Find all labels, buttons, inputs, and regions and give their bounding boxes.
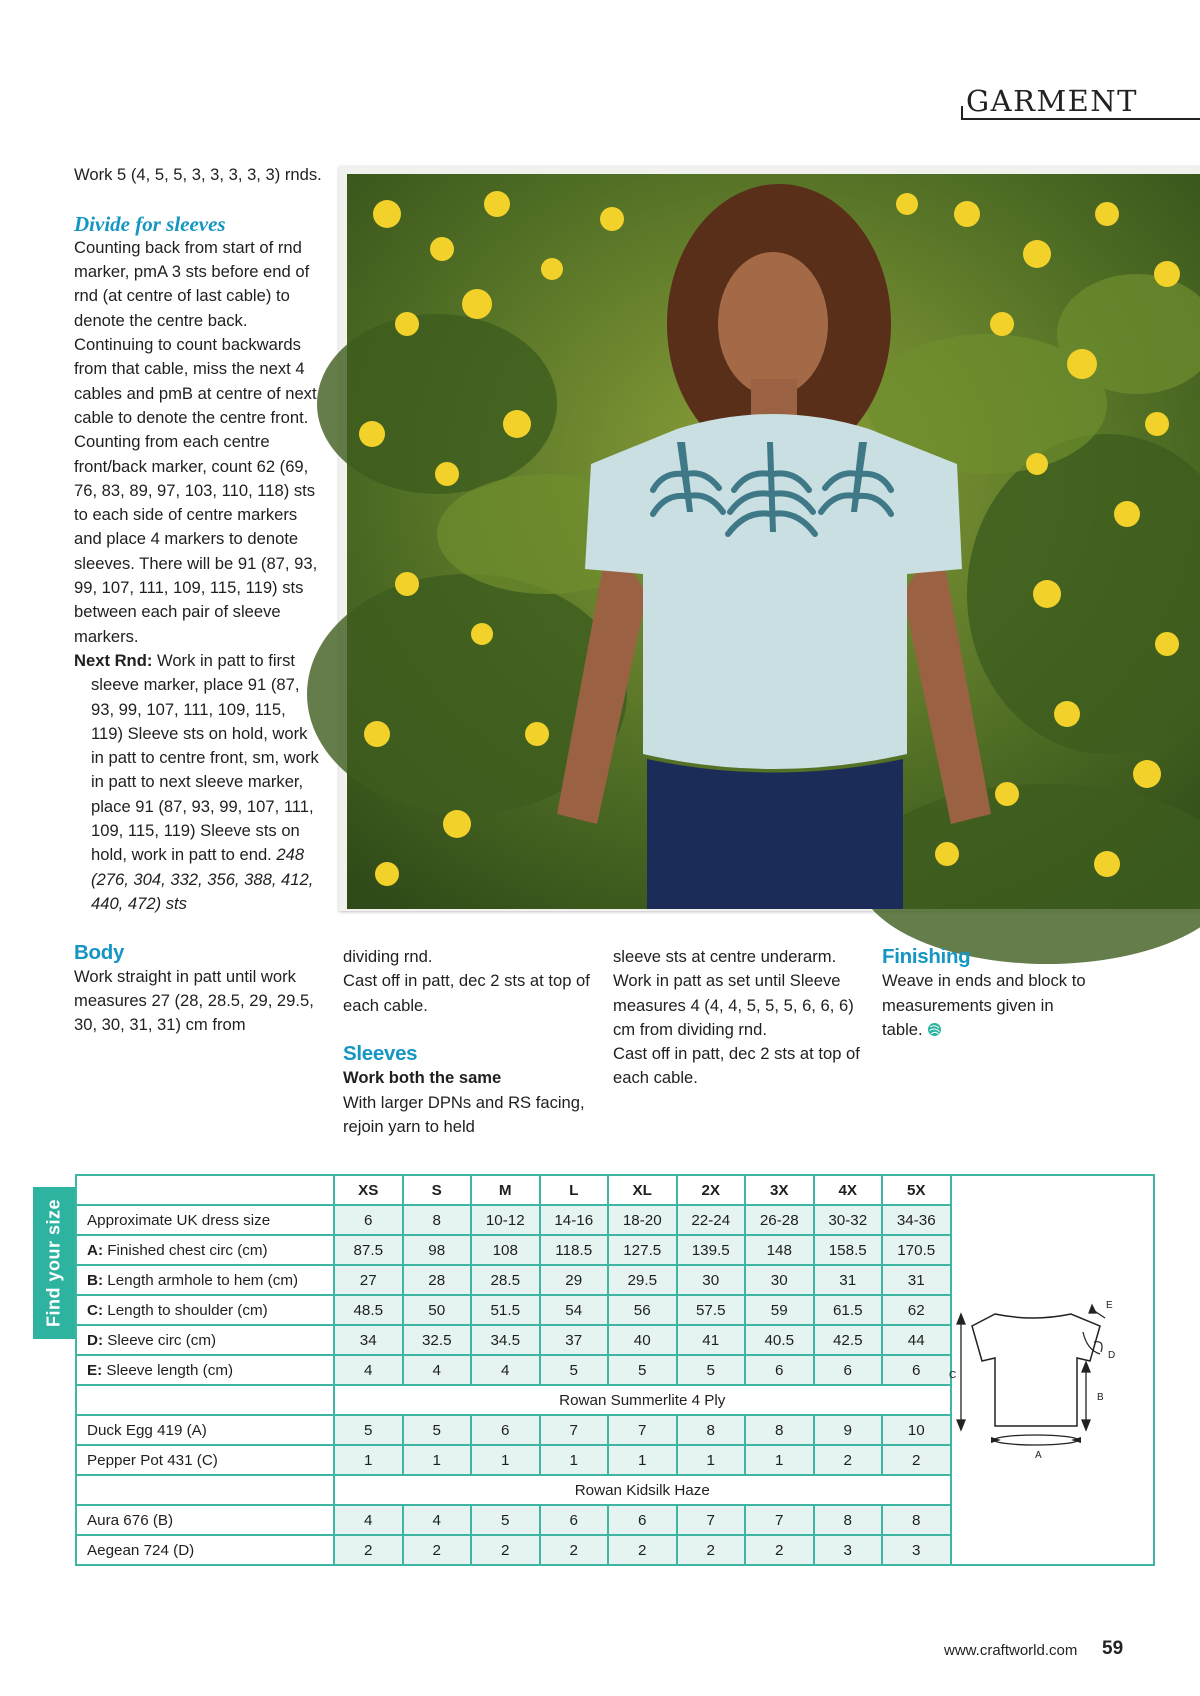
next-rnd-text: Work in patt to first sleeve marker, place 91 (87, 93, 99, 107, 111, 109, 115, 119) Sleeve sts on hold, work in patt to centre front, sm, work in patt to next sleeve marker, place 91 (87, 93, 99, 107, 111, 109, 115, 119) Sleeve sts on hold, work in patt to end. [91,650,319,865]
table-cell: 6 [814,1355,883,1385]
find-your-size-tab [33,1187,75,1339]
table-cell: 44 [882,1325,951,1355]
divide-sleeves-heading: Divide for sleeves [74,211,226,236]
row-label-text: Finished chest circ (cm) [103,1241,268,1259]
table-cell: 158.5 [814,1235,883,1265]
yarn-brand-summerlite: Rowan Summerlite 4 Ply [334,1385,951,1415]
section-label: GARMENT [966,84,1139,118]
table-cell: 62 [882,1295,951,1325]
measure-arrow-d [1083,1332,1102,1354]
table-cell: 8 [882,1505,951,1535]
size-header-cell: XL [608,1175,677,1205]
table-cell: 30 [677,1265,746,1295]
table-cell: 26-28 [745,1205,814,1235]
table-cell: 14-16 [540,1205,609,1235]
intro-text: Work 5 (4, 5, 5, 3, 3, 3, 3, 3) rnds. [74,165,322,184]
sleeves-subheading [343,1066,593,1090]
body-continued-text: dividing rnd. [343,947,433,966]
table-cell: 4 [471,1355,540,1385]
next-rnd-stitch-count: 248 (276, 304, 332, 356, 388, 412, 440, 472) sts [91,845,314,913]
table-cell: 98 [403,1235,472,1265]
table-cell: 6 [334,1205,403,1235]
row-label-text: Length armhole to hem (cm) [103,1271,299,1289]
table-cell: 2 [882,1445,951,1475]
row-label [76,1205,334,1235]
body-text: Work straight in patt until work measures 27 (28, 28.5, 29, 29.5, 30, 30, 31, 31) cm from [74,966,314,1035]
finishing-text-body: Weave in ends and block to measurements given in table. [882,971,1086,1039]
table-cell: 6 [745,1355,814,1385]
row-label-text: Aegean 724 (D) [87,1541,195,1559]
diagram-label-c: C [949,1370,957,1381]
garment-schematic-diagram [949,1296,1145,1466]
table-cell: 57.5 [677,1295,746,1325]
table-cell: 2 [403,1535,472,1565]
garment-outline [972,1314,1100,1426]
table-cell: 2 [540,1535,609,1565]
table-cell: 42.5 [814,1325,883,1355]
table-cell: 7 [608,1415,677,1445]
table-cell: 8 [745,1415,814,1445]
body-cast-off-text: Cast off in patt, dec 2 sts at top of each cable. [343,971,590,1015]
finishing-text [882,969,1092,1042]
row-label-letter: A: [87,1241,104,1259]
table-cell: 10-12 [471,1205,540,1235]
table-cell: 54 [540,1295,609,1325]
table-cell: 28.5 [471,1265,540,1295]
table-cell: 2 [814,1445,883,1475]
table-cell: 3 [814,1535,883,1565]
row-label-text: Duck Egg 419 (A) [87,1421,207,1439]
yarn-brand-kidsilk: Rowan Kidsilk Haze [334,1475,951,1505]
table-cell: 5 [540,1355,609,1385]
table-cell: 34 [334,1325,403,1355]
table-cell: 34.5 [471,1325,540,1355]
table-cell: 5 [403,1415,472,1445]
table-cell: 1 [608,1445,677,1475]
table-cell: 127.5 [608,1235,677,1265]
row-label [76,1415,334,1445]
table-cell: 2 [334,1535,403,1565]
table-cell: 6 [608,1505,677,1535]
next-rnd-instruction [74,649,322,916]
table-cell: 37 [540,1325,609,1355]
row-label-letter: C: [87,1301,104,1319]
table-cell: 1 [471,1445,540,1475]
table-cell: 170.5 [882,1235,951,1265]
size-header-cell: 3X [745,1175,814,1205]
size-header-cell: 2X [677,1175,746,1205]
yarn-ball-icon [927,1022,942,1037]
measure-arrow-e [1089,1305,1105,1318]
table-cell: 56 [608,1295,677,1325]
table-cell: 4 [403,1355,472,1385]
table-cell: 61.5 [814,1295,883,1325]
header-blank-cell [76,1175,334,1205]
table-cell: 4 [334,1505,403,1535]
table-cell: 5 [677,1355,746,1385]
row-label [76,1535,334,1565]
table-cell: 87.5 [334,1235,403,1265]
table-cell: 5 [608,1355,677,1385]
size-header-row [76,1175,1154,1205]
table-cell: 9 [814,1415,883,1445]
measure-arrow-a [994,1435,1078,1445]
section-rule [961,118,1200,120]
row-label [76,1445,334,1475]
size-header-cell: M [471,1175,540,1205]
table-cell: 40 [608,1325,677,1355]
row-label [76,1235,334,1265]
row-label-text: Length to shoulder (cm) [103,1301,268,1319]
table-cell: 7 [540,1415,609,1445]
table-cell: 50 [403,1295,472,1325]
next-rnd-label: Next Rnd: [74,650,153,670]
table-cell: 3 [882,1535,951,1565]
table-cell: 6 [882,1355,951,1385]
table-cell: 29 [540,1265,609,1295]
table-cell: 40.5 [745,1325,814,1355]
table-cell: 4 [334,1355,403,1385]
size-header-cell: XS [334,1175,403,1205]
column-4 [882,945,1092,1042]
table-cell: 18-20 [608,1205,677,1235]
yarn-blank-cell [76,1475,334,1505]
table-cell: 10 [882,1415,951,1445]
size-header-cell: L [540,1175,609,1205]
row-label [76,1505,334,1535]
table-cell: 6 [471,1415,540,1445]
table-cell: 30 [745,1265,814,1295]
diagram-label-b: B [1097,1392,1104,1403]
row-label-text: Approximate UK dress size [87,1211,271,1229]
table-cell: 2 [677,1535,746,1565]
diagram-label-a: A [1035,1450,1042,1461]
divide-sleeves-text: Counting back from start of rnd marker, pmA 3 sts before end of rnd (at centre of last cable) to denote the centre back. Continuing to count backwards from that cable, miss the next 4 cables and pmB at centre of next cable to denote the centre front. Counting from each centre front/back marker, count 62 (69, 76, 83, 89, 97, 103, 110, 118) sts to each side of centre markers and place 4 markers to denote sleeves. There will be 91 (87, 93, 99, 107, 111, 109, 115, 119) sts between each pair of sleeve markers. [74,237,318,646]
row-label [76,1325,334,1355]
table-cell: 8 [403,1205,472,1235]
row-label-letter: E: [87,1361,103,1379]
table-cell: 1 [540,1445,609,1475]
row-label-letter: B: [87,1271,104,1289]
table-cell: 139.5 [677,1235,746,1265]
table-cell: 51.5 [471,1295,540,1325]
table-cell: 1 [403,1445,472,1475]
measure-arrow-c [957,1314,965,1430]
table-cell: 5 [334,1415,403,1445]
find-your-size-label: Find your size [43,1198,64,1328]
table-cell: 118.5 [540,1235,609,1265]
model-photo [347,174,1200,909]
sleeves-subheading-label: Work both the same [343,1068,502,1088]
table-cell: 8 [814,1505,883,1535]
page-number: 59 [1102,1638,1124,1659]
sleeves-continued-text: sleeve sts at centre underarm. [613,947,837,966]
diagram-label-d: D [1108,1350,1116,1361]
finishing-heading: Finishing [882,945,971,968]
diagram-label-e: E [1106,1300,1113,1311]
column-2 [343,945,593,1139]
table-cell: 2 [745,1535,814,1565]
column-1 [74,163,322,1038]
sleeves-heading: Sleeves [343,1042,418,1066]
sleeves-work-text: Work in patt as set until Sleeve measures 4 (4, 4, 5, 5, 5, 6, 6, 6) cm from dividing rnd. [613,971,854,1039]
measure-arrow-b [1082,1362,1090,1430]
table-cell: 1 [745,1445,814,1475]
sleeves-cast-off-text: Cast off in patt, dec 2 sts at top of each cable. [613,1044,860,1088]
row-label-text: Aura 676 (B) [87,1511,174,1529]
table-cell: 5 [471,1505,540,1535]
table-cell: 34-36 [882,1205,951,1235]
table-cell: 7 [677,1505,746,1535]
row-label-text: Sleeve circ (cm) [103,1331,217,1349]
size-header-cell: 5X [882,1175,951,1205]
table-cell: 59 [745,1295,814,1325]
size-header-cell: S [403,1175,472,1205]
table-cell: 1 [677,1445,746,1475]
table-cell: 1 [334,1445,403,1475]
table-cell: 7 [745,1505,814,1535]
table-cell: 8 [677,1415,746,1445]
table-cell: 108 [471,1235,540,1265]
table-cell: 2 [608,1535,677,1565]
column-3 [613,945,863,1091]
row-label-letter: D: [87,1331,104,1349]
sleeves-text: With larger DPNs and RS facing, rejoin yarn to held [343,1092,585,1137]
table-cell: 2 [471,1535,540,1565]
table-cell: 148 [745,1235,814,1265]
table-cell: 22-24 [677,1205,746,1235]
table-cell: 28 [403,1265,472,1295]
row-label-text: Sleeve length (cm) [102,1361,234,1379]
table-cell: 41 [677,1325,746,1355]
row-label [76,1295,334,1325]
table-cell: 31 [814,1265,883,1295]
table-cell: 6 [540,1505,609,1535]
table-cell: 27 [334,1265,403,1295]
row-label [76,1265,334,1295]
table-cell: 30-32 [814,1205,883,1235]
size-header-cell: 4X [814,1175,883,1205]
row-label [76,1355,334,1385]
row-label-text: Pepper Pot 431 (C) [87,1451,218,1469]
yarn-blank-cell [76,1385,334,1415]
table-cell: 4 [403,1505,472,1535]
table-cell: 29.5 [608,1265,677,1295]
table-cell: 48.5 [334,1295,403,1325]
table-cell: 32.5 [403,1325,472,1355]
table-cell: 31 [882,1265,951,1295]
footer-url[interactable]: www.craftworld.com [944,1642,1078,1659]
body-heading: Body [74,940,125,964]
